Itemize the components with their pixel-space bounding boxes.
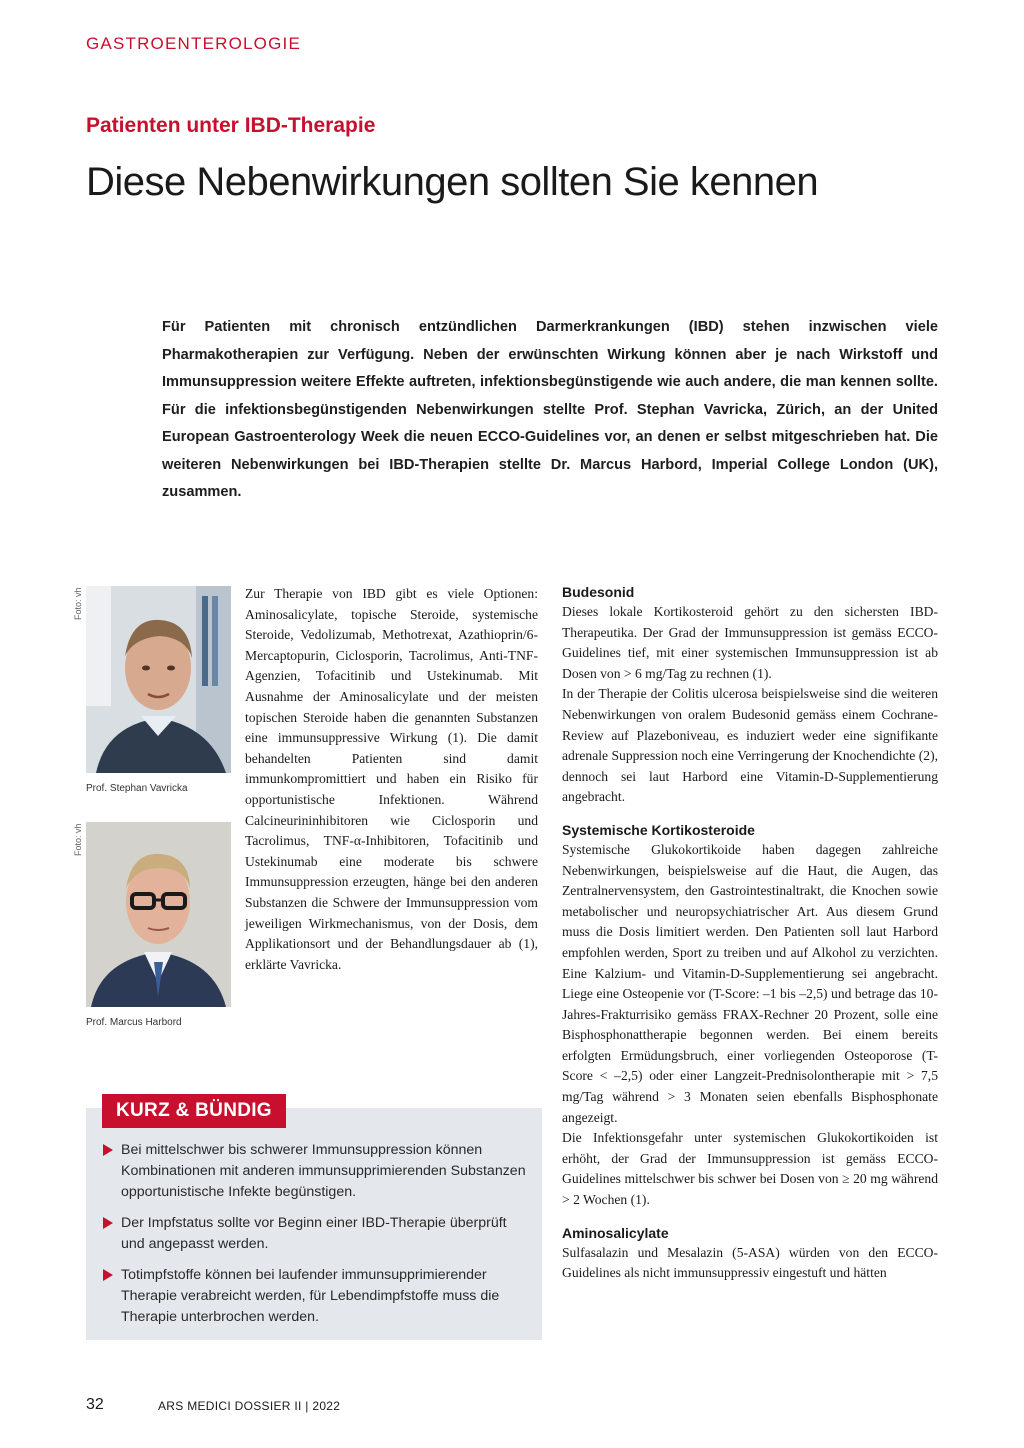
photo-caption: Prof. Marcus Harbord [86,1017,182,1028]
publication-footer: ARS MEDICI DOSSIER II | 2022 [158,1399,341,1413]
section-heading: Aminosalicylate [562,1224,669,1241]
triangle-bullet-icon [103,1269,113,1281]
page-number: 32 [86,1396,104,1413]
portrait-photo-vavricka [86,586,231,773]
section-paragraph: Die Infektionsgefahr unter systemischen Glukokortikoiden ist erhöht, der Grad der Immunsuppression ist gemäss ECCO-Guidelines mittelschwer bis schwer bei Dosen von ≥ 20 mg während > 2 Wochen (1). [562,1130,938,1208]
portrait-photo-harbord [86,822,231,1007]
right-column [562,582,938,1284]
photo-credit: Foto: vh [73,823,83,856]
section-heading: Budesonid [562,584,635,600]
section-paragraph: In der Therapie der Colitis ulcerosa beispielsweise sind die weiteren Nebenwirkungen von oralem Budesonid gemäss einem Cochrane-Review auf Plazeboniveau, es induziert weder eine signifikante adrenale Suppression noch eine Verringerung der Knochendichte (2), dennoch sei laut Harbord eine Vitamin-D-Supplementierung angebracht. [562,686,938,805]
article-headline: Diese Nebenwirkungen sollten Sie kennen [86,160,819,204]
summary-item-text: Totimpfstoffe können bei laufender immunsupprimierender Therapie verabreicht werden, für Lebendimpfstoffe muss die Therapie unterbrochen werden. [121,1267,500,1325]
section-paragraph: Sulfasalazin und Mesalazin (5-ASA) würden von den ECCO-Guidelines als nicht immunsuppressiv eingestuft und hätten [562,1244,938,1281]
article-kicker: Patienten unter IBD-Therapie [86,114,376,137]
summary-item [103,1213,528,1255]
triangle-bullet-icon [103,1217,113,1229]
section-paragraph: Dieses lokale Kortikosteroid gehört zu den sichersten IBD-Therapeutika. Der Grad der Immunsuppression ist gemäss ECCO-Guidelines tief, mit einer systemischen Immunsuppression ist ab Dosen von > 6 mg/Tag zu rechnen (1). [562,604,938,681]
photo-credit: Foto: vh [73,587,83,620]
body-intro: Zur Therapie von IBD gibt es viele Optionen: Aminosalicylate, topische Steroide, systemische Steroide, Vedolizumab, Methotrexat, Azathioprin/6-Mercaptopurin, Ciclosporin, Tacrolimus, Anti-TNF-Agenzien, Tofacitinib und Ustekinumab. Mit Ausnahme der Aminosalicylate und der meisten topischen Steroide haben die genannten Substanzen eine immunsuppressive Wirkung (1). Die damit behandelten Patienten sind damit immunkompromittiert und haben ein Risiko für opportunistische Infektionen. Während Calcineurininhibitoren wie Ciclosporin und Tacrolimus, TNF-α-Inhibitoren, Tofacitinib und Ustekinumab eine moderate bis schwere Immunsuppression erzeugten, hänge bei den anderen Substanzen die Schwere der Immunsuppression vom jeweiligen Wirkmechanismus, von der Dosis, dem Applikationsort und der Behandlungsdauer ab (1), erklärte Vavricka. [245,586,538,972]
triangle-bullet-icon [103,1144,113,1156]
summary-item-text: Der Impfstatus sollte vor Beginn einer IBD-Therapie überprüft und angepasst werden. [121,1215,507,1252]
summary-box-title: KURZ & BÜNDIG [102,1094,286,1128]
photo-caption: Prof. Stephan Vavricka [86,783,188,794]
summary-item-text: Bei mittelschwer bis schwerer Immunsuppression können Kombinationen mit anderen immunsupprimierenden Substanzen opportunistische Infekte begünstigen. [121,1142,526,1200]
summary-item [103,1265,528,1328]
section-heading: Systemische Kortikosteroide [562,821,755,838]
summary-item [103,1140,528,1203]
article-lead: Für Patienten mit chronisch entzündlichen Darmerkrankungen (IBD) stehen inzwischen viele Pharmakotherapien zur Verfügung. Neben der erwünschten Wirkung können aber je nach Wirkstoff und Immunsuppression weitere Effekte auftreten, infektionsbegünstigende wie auch andere, die man kennen sollte. Für die infektionsbegünstigenden Nebenwirkungen stellte Prof. Stephan Vavricka, Zürich, an der United European Gastroenterology Week die neuen ECCO-Guidelines vor, an denen er selbst mitgeschrieben hat. Die weiteren Nebenwirkungen bei IBD-Therapien stellte Dr. Marcus Harbord, Imperial College London (UK), zusammen. [162,319,938,500]
summary-list [103,1140,528,1338]
section-label: GASTROENTEROLOGIE [86,34,301,53]
section-paragraph: Systemische Glukokortikoide haben dagegen zahlreiche Nebenwirkungen, beispielsweise auf die Haut, die Augen, das Zentralnervensystem, den Gastrointestinaltrakt, die Knochen sowie metabolischer und neuropsychiatrischer Art. Aus diesem Grund muss die Dosis limitiert werden. Den Patienten soll laut Harbord empfohlen werden, Sport zu treiben und auf Alkohol zu verzichten. Eine Kalzium- und Vitamin-D-Supplementierung sei angebracht. Liege eine Osteopenie vor (T-Score: –1 bis –2,5) und betrage das 10-Jahres-Frakturrisiko gemäss FRAX-Rechner 20 Prozent, solle eine Bisphosphonattherapie begonnen werden. Bei einem bereits erfolgten Ermüdungsbruch, einer vorliegenden Osteoporose (T-Score < –2,5) oder einer Langzeit-Prednisolontherapie mit > 7,5 mg/Tag während > 3 Monaten seien ebenfalls Bisphosphonate angezeigt. [562,841,938,1125]
